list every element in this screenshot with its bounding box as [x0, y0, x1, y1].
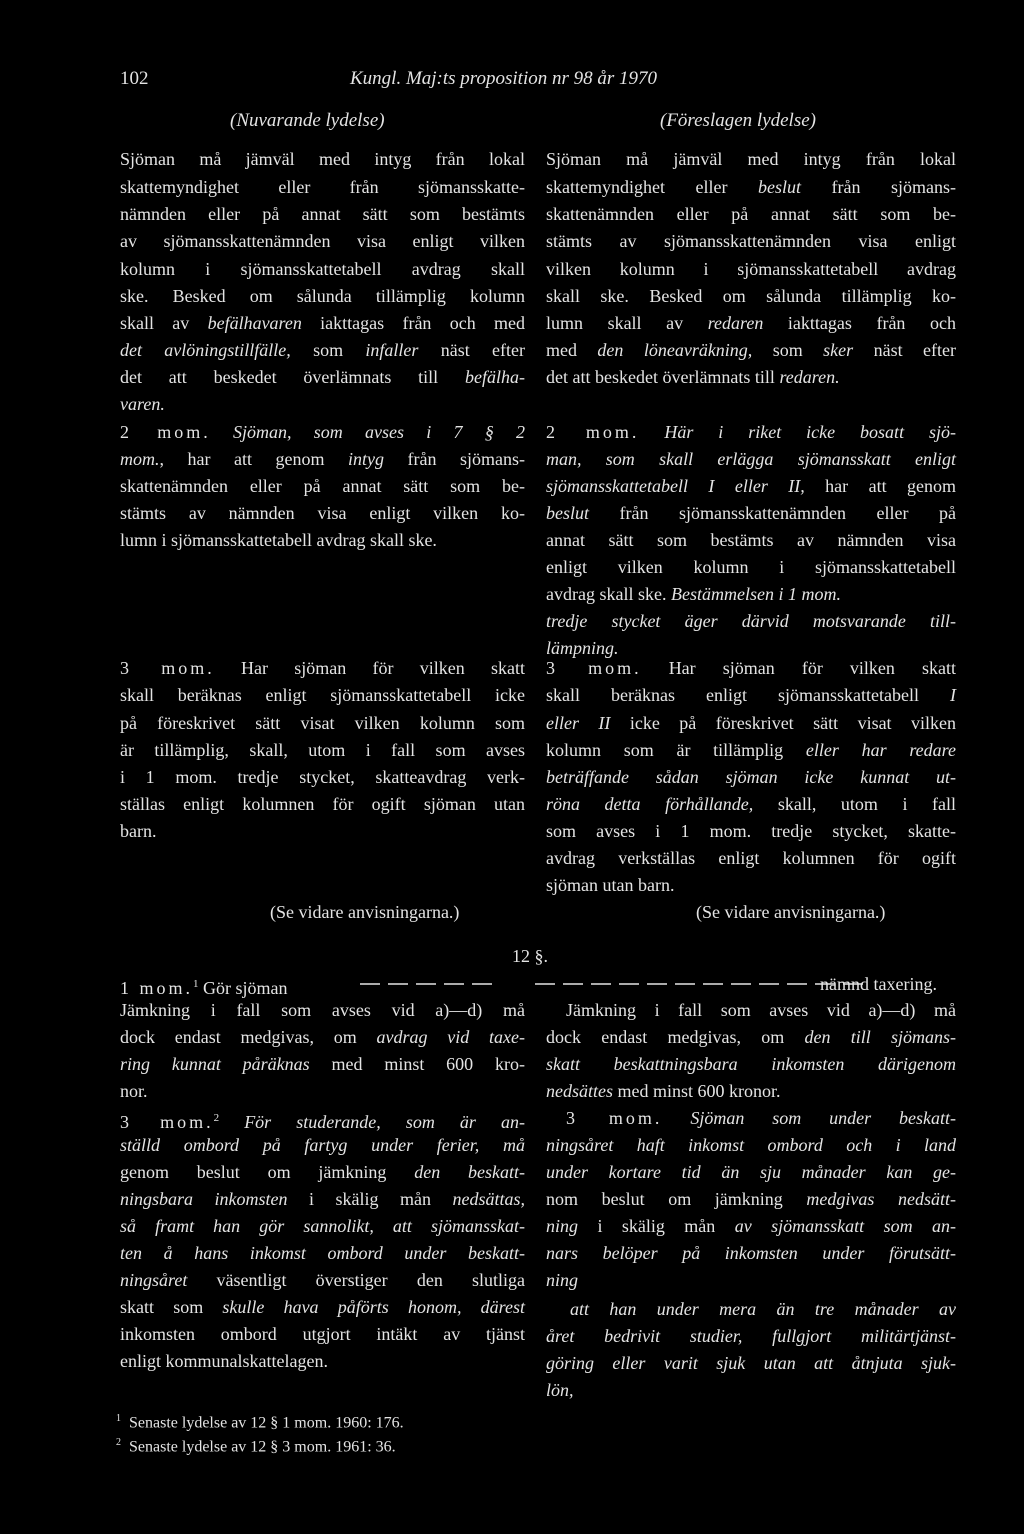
left-p1-line: kolumn i sjömansskattetabell avdrag skall — [120, 259, 525, 279]
s12-left-mom3-line: ställd ombord på fartyg under ferier, må — [120, 1135, 525, 1155]
footnote: $^1$ Senaste lydelse av 12 § 1 mom. 1960: 176. — [116, 1413, 404, 1432]
s12-right-mom3-line: året bedrivit studier, fullgjort militärtjänst- — [546, 1326, 956, 1346]
s12-right-mom3-line: 3 mom. Sjöman som under beskatt- — [566, 1108, 956, 1128]
page-number: 102 — [120, 68, 149, 89]
s12-left-mom3-line: genom beslut om jämkning den beskatt- — [120, 1162, 525, 1182]
s12-right-line: dock endast medgivas, om den till sjömans- — [546, 1027, 956, 1047]
s12-right-mom3-line: nars belöper på inkomsten under förutsätt- — [546, 1243, 956, 1263]
left-p1-line: det avlöningstillfälle, som infaller näst efter — [120, 340, 525, 360]
left-mom2-line: 2 mom. Sjöman, som avses i 7 § 2 — [120, 422, 525, 442]
s12-left-mom3-line: 3 mom.$^2$ För studerande, som är an- — [120, 1112, 526, 1132]
section-heading: 12 §. — [512, 946, 548, 966]
left-p1-line: det att beskedet överlämnats till befälha- — [120, 367, 525, 387]
s12-left-mom3-line: enligt kommunalskattelagen. — [120, 1351, 328, 1371]
left-p1-line: Sjöman må jämväl med intyg från lokal — [120, 149, 525, 169]
s12-right-mom3-line: ningsåret haft inkomst ombord och i land — [546, 1135, 956, 1155]
s12-left-line: ring kunnat påräknas med minst 600 kro- — [120, 1054, 525, 1074]
s12-right-mom3-line: att han under mera än tre månader av — [570, 1299, 956, 1319]
right-column-heading: (Föreslagen lydelse) — [660, 110, 816, 131]
right-mom3-line: röna detta förhållande, skall, utom i fall — [546, 794, 957, 814]
left-mom2-line: mom., har att genom intyg från sjömans- — [120, 449, 525, 469]
left-mom3-line: på föreskrivet sätt visat vilken kolumn som — [120, 713, 525, 733]
s12-left-line: nor. — [120, 1081, 148, 1101]
right-mom2-line: 2 mom. Här i riket icke bosatt sjö- — [546, 422, 956, 442]
left-mom3-line: är tillämplig, skall, utom i fall som avses — [120, 740, 525, 760]
right-mom3-line: 3 mom. Har sjöman för vilken skatt — [546, 658, 956, 678]
s12-right-mom3-line: lön, — [546, 1380, 574, 1400]
right-mom3-line: beträffande sådan sjöman icke kunnat ut- — [546, 767, 956, 787]
omission-dashes — [360, 982, 880, 986]
s12-right-line: Jämkning i fall som avses vid a)—d) må — [566, 1000, 956, 1020]
left-p1-line: nämnden eller på annat sätt som bestämts — [120, 204, 525, 224]
right-p1-line: lumn skall av redaren iakttagas från och — [546, 313, 956, 333]
left-p1-line: skall av befälhavaren iakttagas från och med — [120, 313, 525, 333]
s12-left-line: Jämkning i fall som avses vid a)—d) må — [120, 1000, 525, 1020]
right-mom2-line: avdrag skall ske. Bestämmelsen i 1 mom. — [546, 584, 841, 604]
right-mom3-line: skall beräknas enligt sjömansskattetabell I — [546, 685, 956, 705]
right-p1-line: skattenämnden eller på annat sätt som be- — [546, 204, 956, 224]
right-p1-line: vilken kolumn i sjömansskattetabell avdrag — [546, 259, 956, 279]
s12-right-line: nedsättes med minst 600 kronor. — [546, 1081, 781, 1101]
right-mom2-line: lämpning. — [546, 638, 619, 658]
left-mom3-line: barn. — [120, 821, 157, 841]
left-mom2-line: lumn i sjömansskattetabell avdrag skall ske. — [120, 530, 437, 550]
right-mom2-line: beslut från sjömansskattenämnden eller på — [546, 503, 956, 523]
s12-right-mom3-line: nom beslut om jämkning medgivas nedsätt- — [546, 1189, 956, 1209]
s12-left-mom3-line: inkomsten ombord utgjort intäkt av tjänst — [120, 1324, 525, 1344]
right-mom2-line: enligt vilken kolumn i sjömansskattetabell — [546, 557, 956, 577]
right-mom3-line: eller II icke på föreskrivet sätt visat vilken — [546, 713, 956, 733]
s12-left-mom3-line: skatt som skulle hava påförts honom, därest — [120, 1297, 525, 1317]
right-see-further: (Se vidare anvisningarna.) — [696, 902, 886, 922]
right-mom3-line: som avses i 1 mom. tredje stycket, skatte- — [546, 821, 956, 841]
right-p1-line: skall ske. Besked om sålunda tillämplig ko- — [546, 286, 956, 306]
page-title: Kungl. Maj:ts proposition nr 98 år 1970 — [350, 68, 658, 89]
s12-right-mom3-line: ning — [546, 1270, 579, 1290]
right-mom3-line: avdrag verkställas enligt kolumnen för ogift — [546, 848, 956, 868]
left-mom2-line: stämts av nämnden visa enligt vilken ko- — [120, 503, 525, 523]
left-p1-line: varen. — [120, 394, 165, 414]
right-p1-line: Sjöman må jämväl med intyg från lokal — [546, 149, 956, 169]
right-mom2-line: man, som skall erlägga sjömansskatt enligt — [546, 449, 956, 469]
s12-left-mom3-line: ningsåret väsentligt överstiger den slutliga — [120, 1270, 525, 1290]
right-p1-line: skattemyndighet eller beslut från sjömans- — [546, 177, 956, 197]
left-p1-line: skattemyndighet eller från sjömansskatte- — [120, 177, 525, 197]
left-mom3-line: skall beräknas enligt sjömansskattetabell icke — [120, 685, 525, 705]
right-mom2-line: tredje stycket äger därvid motsvarande till- — [546, 611, 956, 631]
right-mom3-line: kolumn som är tillämplig eller har redare — [546, 740, 956, 760]
left-mom3-line: i 1 mom. tredje stycket, skatteavdrag verk- — [120, 767, 525, 787]
left-mom3-line: 3 mom. Har sjöman för vilken skatt — [120, 658, 525, 678]
s12-left-mom3-line: så framt han gör sannolikt, att sjömansskat- — [120, 1216, 525, 1236]
s12-left-mom3-line: ningsbara inkomsten i skälig mån nedsättas, — [120, 1189, 525, 1209]
s12-right-line: skatt beskattningsbara inkomsten därigenom — [546, 1054, 956, 1074]
right-mom2-line: sjömansskattetabell I eller II, har att genom — [546, 476, 956, 496]
left-p1-line: av sjömansskattenämnden visa enligt vilken — [120, 231, 525, 251]
left-column-heading: (Nuvarande lydelse) — [230, 110, 385, 131]
s12-right-mom3-line: ning i skälig mån av sjömansskatt som an- — [546, 1216, 956, 1236]
left-p1-line: ske. Besked om sålunda tillämplig kolumn — [120, 286, 525, 306]
right-p1-line: det att beskedet överlämnats till redaren. — [546, 367, 840, 387]
right-mom2-line: annat sätt som bestämts av nämnden visa — [546, 530, 956, 550]
left-mom3-line: ställas enligt kolumnen för ogift sjöman utan — [120, 794, 525, 814]
right-p1-line: stämts av sjömansskattenämnden visa enligt — [546, 231, 956, 251]
s12-left-line: dock endast medgivas, om avdrag vid taxe- — [120, 1027, 525, 1047]
right-mom3-line: sjöman utan barn. — [546, 875, 675, 895]
left-mom2-line: skattenämnden eller på annat sätt som be- — [120, 476, 525, 496]
s12-right-mom3-line: göring eller varit sjuk utan att åtnjuta sjuk- — [546, 1353, 956, 1373]
left-see-further: (Se vidare anvisningarna.) — [270, 902, 460, 922]
section12-mom1-label: 1 mom.$^1$ Gör sjöman — [120, 978, 288, 998]
section12-mom1-end: nämnd taxering. — [820, 974, 937, 994]
right-p1-line: med den löneavräkning, som sker näst efter — [546, 340, 956, 360]
s12-left-mom3-line: ten å hans inkomst ombord under beskatt- — [120, 1243, 525, 1263]
s12-right-mom3-line: under kortare tid än sju månader kan ge- — [546, 1162, 956, 1182]
footnote: $^2$ Senaste lydelse av 12 § 3 mom. 1961: 36. — [116, 1437, 396, 1456]
